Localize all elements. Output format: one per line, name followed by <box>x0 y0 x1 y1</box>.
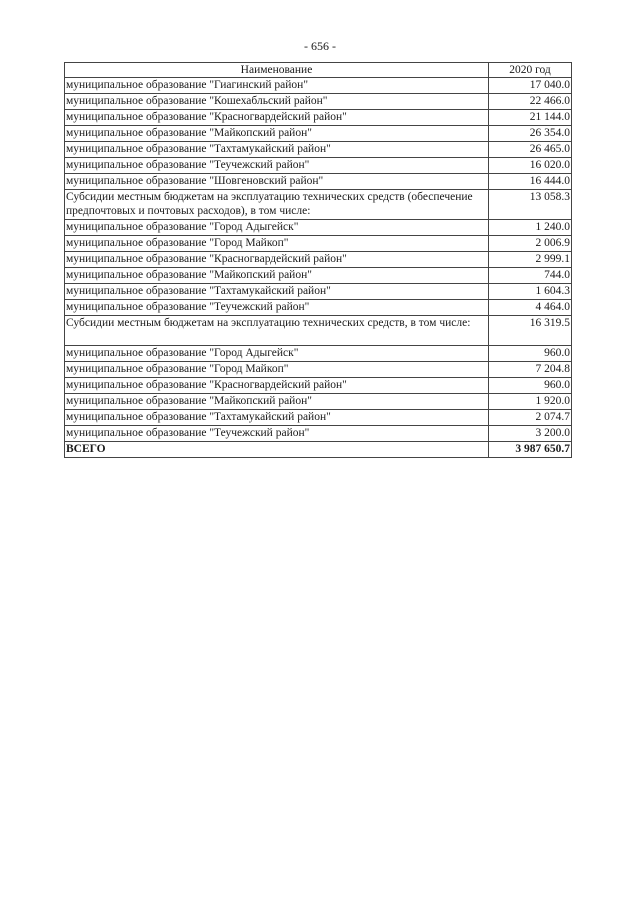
table-total-row <box>65 442 572 458</box>
table-header-row <box>65 63 572 78</box>
row-value: 960.0 <box>489 378 572 394</box>
row-name: муниципальное образование "Город Адыгейск" <box>65 220 489 236</box>
row-value: 2 999.1 <box>489 252 572 268</box>
row-value: 13 058.3 <box>489 190 572 220</box>
row-name: муниципальное образование "Красногвардейский район" <box>65 110 489 126</box>
row-value: 1 920.0 <box>489 394 572 410</box>
table-row <box>65 284 572 300</box>
row-name: муниципальное образование "Город Майкоп" <box>65 362 489 378</box>
column-header-name: Наименование <box>65 63 489 78</box>
row-name: муниципальное образование "Кошехабльский район" <box>65 94 489 110</box>
table-row-subsidy-heading <box>65 316 572 346</box>
row-value: 7 204.8 <box>489 362 572 378</box>
row-name: муниципальное образование "Теучежский район" <box>65 426 489 442</box>
row-value: 1 240.0 <box>489 220 572 236</box>
table-row <box>65 110 572 126</box>
row-value: 21 144.0 <box>489 110 572 126</box>
row-value: 3 200.0 <box>489 426 572 442</box>
row-value: 960.0 <box>489 346 572 362</box>
row-name: муниципальное образование "Красногвардейский район" <box>65 252 489 268</box>
table-row <box>65 410 572 426</box>
row-value: 26 465.0 <box>489 142 572 158</box>
row-name: муниципальное образование "Тахтамукайский район" <box>65 410 489 426</box>
table-row <box>65 362 572 378</box>
row-value: 2 006.9 <box>489 236 572 252</box>
row-name: муниципальное образование "Гиагинский район" <box>65 78 489 94</box>
row-name: муниципальное образование "Майкопский район" <box>65 126 489 142</box>
table-row <box>65 426 572 442</box>
table-row <box>65 236 572 252</box>
row-value: 16 319.5 <box>489 316 572 346</box>
table-row <box>65 78 572 94</box>
row-value: 1 604.3 <box>489 284 572 300</box>
table-row <box>65 252 572 268</box>
row-value: 17 040.0 <box>489 78 572 94</box>
row-name: муниципальное образование "Теучежский район" <box>65 158 489 174</box>
table-row <box>65 346 572 362</box>
table-row <box>65 158 572 174</box>
row-value: 16 444.0 <box>489 174 572 190</box>
row-name: муниципальное образование "Теучежский район" <box>65 300 489 316</box>
row-name: муниципальное образование "Тахтамукайский район" <box>65 284 489 300</box>
table-row <box>65 94 572 110</box>
page-number: - 656 - <box>304 39 336 53</box>
row-name: муниципальное образование "Майкопский район" <box>65 268 489 284</box>
table-row <box>65 300 572 316</box>
row-value: 22 466.0 <box>489 94 572 110</box>
table-row <box>65 394 572 410</box>
column-header-year: 2020 год <box>489 63 572 78</box>
row-value: 744.0 <box>489 268 572 284</box>
table-row-subsidy-heading <box>65 190 572 220</box>
row-value: 16 020.0 <box>489 158 572 174</box>
table-row <box>65 268 572 284</box>
row-value: 26 354.0 <box>489 126 572 142</box>
row-name: муниципальное образование "Шовгеновский район" <box>65 174 489 190</box>
table-row <box>65 174 572 190</box>
total-label: ВСЕГО <box>65 442 489 458</box>
row-name: муниципальное образование "Красногвардейский район" <box>65 378 489 394</box>
total-value: 3 987 650.7 <box>489 442 572 458</box>
row-name: муниципальное образование "Майкопский район" <box>65 394 489 410</box>
budget-table <box>64 62 572 458</box>
row-name: Субсидии местным бюджетам на эксплуатацию технических средств (обеспечение предпочтовых и почтовых расходов), в том числе: <box>65 190 489 220</box>
row-name: Субсидии местным бюджетам на эксплуатацию технических средств, в том числе: <box>65 316 489 346</box>
row-name: муниципальное образование "Город Майкоп" <box>65 236 489 252</box>
row-name: муниципальное образование "Тахтамукайский район" <box>65 142 489 158</box>
table-row <box>65 220 572 236</box>
row-value: 2 074.7 <box>489 410 572 426</box>
row-value: 4 464.0 <box>489 300 572 316</box>
table-row <box>65 142 572 158</box>
row-name: муниципальное образование "Город Адыгейск" <box>65 346 489 362</box>
table-row <box>65 126 572 142</box>
table-row <box>65 378 572 394</box>
